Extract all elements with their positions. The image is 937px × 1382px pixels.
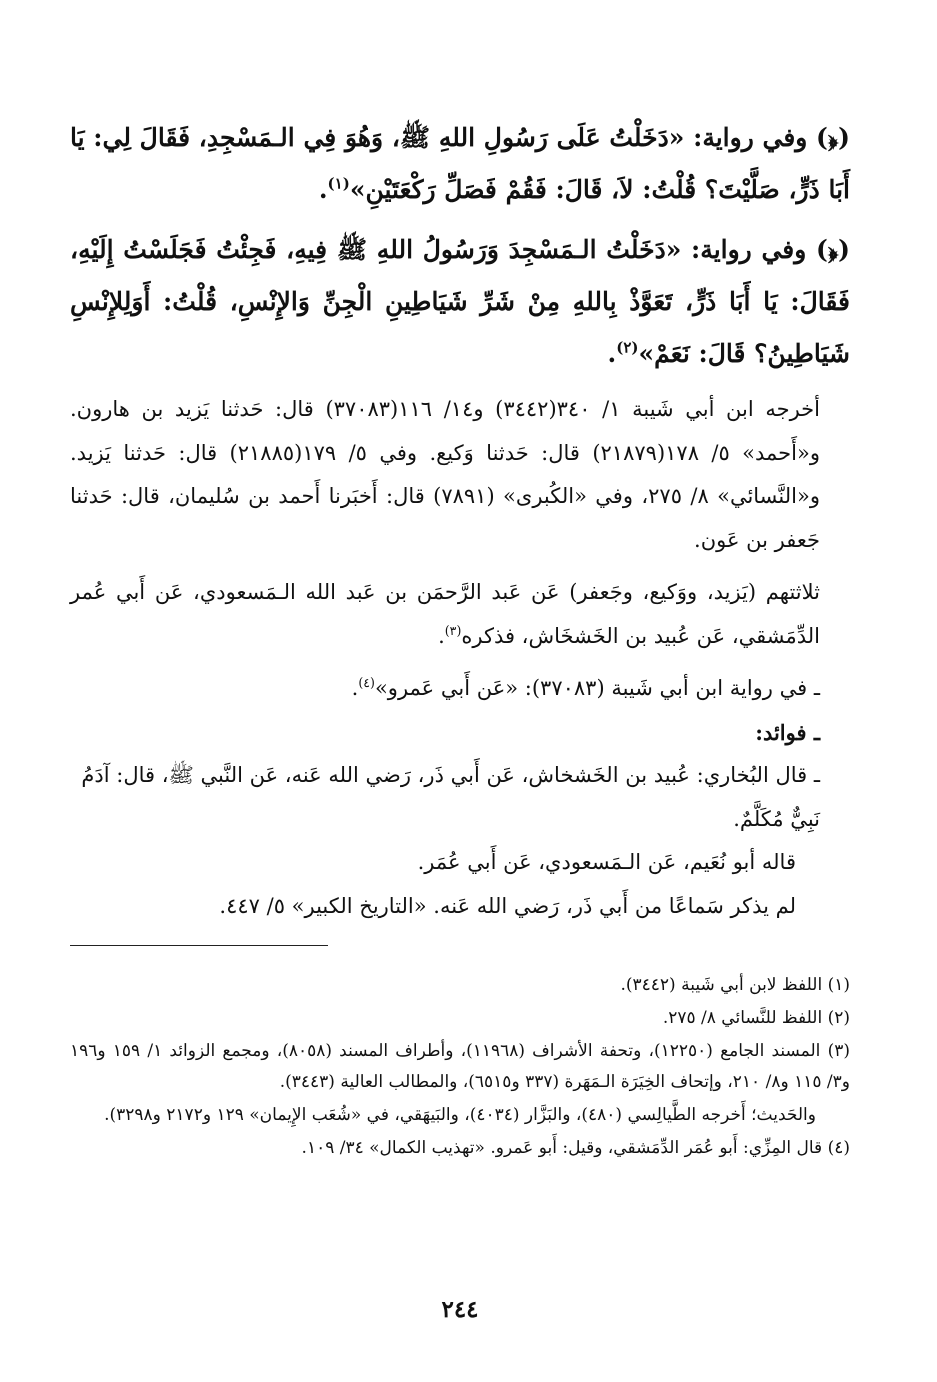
riwaya-note (70, 667, 850, 711)
fawaid-heading: ـ فوائد: (755, 719, 820, 745)
footnote-ref: (٢) (616, 338, 639, 357)
footnote-ref: (٤) (358, 675, 375, 690)
footnote-3-continued (70, 1100, 850, 1131)
hadith-end: . (607, 339, 617, 368)
hadith-end: . (318, 175, 328, 204)
footnote-divider (70, 945, 328, 946)
footnote-4 (70, 1133, 850, 1164)
footnote-text: اللفظ لابن أبي شَيبة (٣٤٤٢). (620, 975, 823, 995)
hadith-riwaya-2 (70, 224, 850, 380)
page-number: ٢٤٤ (441, 1296, 479, 1323)
note-text: ـ في رواية ابن أبي شَيبة (٣٧٠٨٣): «عَن أَبي عَمرو» (374, 676, 820, 700)
footnote-text: اللفظ للنَّسائي ٨/ ٢٧٥. (662, 1008, 823, 1028)
footnote-1 (70, 970, 850, 1001)
footnote-3 (70, 1036, 850, 1098)
fawaid-abu-nuaym: قاله أبو نُعَيم، عَن الـمَسعودي، عَن أَبي عُمَر. (417, 850, 796, 874)
fawaid-tarikh: لم يذكر سَماعًا من أَبي ذَر، رَضي الله عَنه. «التاريخ الكبير» ٥/ ٤٤٧. (219, 893, 796, 918)
footnote-number: (٤) (827, 1138, 850, 1158)
note-end: . (351, 676, 359, 700)
footnote-2 (70, 1003, 850, 1034)
footnote-text: والحَديث؛ أَخرجه الطَّيالِسي (٤٨٠)، والبَزَّار (٤٠٣٤)، والبَيهَقي، في «شُعَب الإِيمان» ١٢٩ و٢١٧٢ و٣٢٩٨). (104, 1105, 816, 1125)
footnote-number: (٣) (827, 1041, 850, 1061)
footnote-number: (٢) (827, 1008, 850, 1028)
chain-end: . (438, 623, 445, 648)
takhrij-paragraph: أخرجه ابن أبي شَيبة ١/ ٣٤٠(٣٤٤٢) و١٤/ ١١٦(٣٧٠٨٣) قال: حَدثنا يَزيد بن هارون. و«أَحمد» ٥/ ١٧٨(٢١٨٧٩) قال: حَدثنا وَكيع. وفي ٥/ ١٧٩(٢١٨٨٥) قال: حَدثنا يَزيد. و«النَّسائي» ٨/ ٢٧٥، وفي «الكُبرى» (٧٨٩١) قال: أَخبَرنا أَحمد بن سُليمان، قال: حَدثنا جَعفر بن عَون. (70, 397, 820, 552)
chain-text: ثلاثتهم (يَزيد، ووَكيع، وجَعفر) عَن عَبد الرَّحمَن بن عَبد الله الـمَسعودي، عَن أَبي عُمر الدِّمَشقي، عَن عُبيد بن الخَشخَاش، فذكره (70, 580, 820, 648)
footnote-number: (١) (827, 975, 850, 995)
isnad-chain-paragraph (70, 571, 850, 658)
footnote-text: المسند الجامع (١٢٢٥٠)، وتحفة الأشراف (١١٩٦٨)، وأطراف المسند (٨٠٥٨)، ومجمع الزوائد ١/ ١٥٩ و١٩٦ و٣/ ١١٥ و٨/ ٢١٠، وإتحاف الخِيَرَة الـمَهَرة (٣٣٧ و٦٥١٥)، والمطالب العالية (٣٤٤٣). (70, 1041, 850, 1092)
fawaid-bukhari: ـ قال البُخاري: عُبيد بن الخَشخاش، عَن أَبي ذَر، رَضي الله عَنه، عَن النَّبي ﷺ، قال: آدَمُ نَبِيٌّ مُكَلَّمٌ. (81, 763, 820, 831)
hadith-text: (﴿) وفي رواية: «دَخَلْتُ الـمَسْجِدَ وَرَسُولُ اللهِ ﷺ فِيهِ، فَجِئْتُ فَجَلَسْتُ إِلَيْهِ، فَقَالَ: يَا أَبَا ذَرٍّ، تَعَوَّذْ بِاللهِ مِنْ شَرِّ شَيَاطِينِ الْجِنِّ وَالإِنْسِ، قُلْتُ: أَوَلِلإِنْسِ شَيَاطِينُ؟ قَالَ: نَعَمْ» (70, 235, 850, 368)
page-body (70, 112, 850, 1323)
hadith-text: (﴿) وفي رواية: «دَخَلْتُ عَلَى رَسُولِ اللهِ ﷺ، وَهُوَ فِي الـمَسْجِدِ، فَقَالَ لِي: يَا أَبَا ذَرٍّ، صَلَّيْتَ؟ قُلْتُ: لاَ، قَالَ: فَقُمْ فَصَلِّ رَكْعَتَيْنِ» (70, 123, 850, 204)
footnote-ref: (٣) (444, 622, 462, 638)
footnote-ref: (١) (327, 174, 350, 193)
footnotes (70, 970, 850, 1166)
hadith-riwaya-1 (70, 112, 850, 216)
footnote-text: قال المِزِّي: أَبو عُمَر الدِّمَشقي، وقيل: أَبو عَمرو. «تهذيب الكمال» ٣٤/ ١٠٩. (301, 1138, 823, 1158)
